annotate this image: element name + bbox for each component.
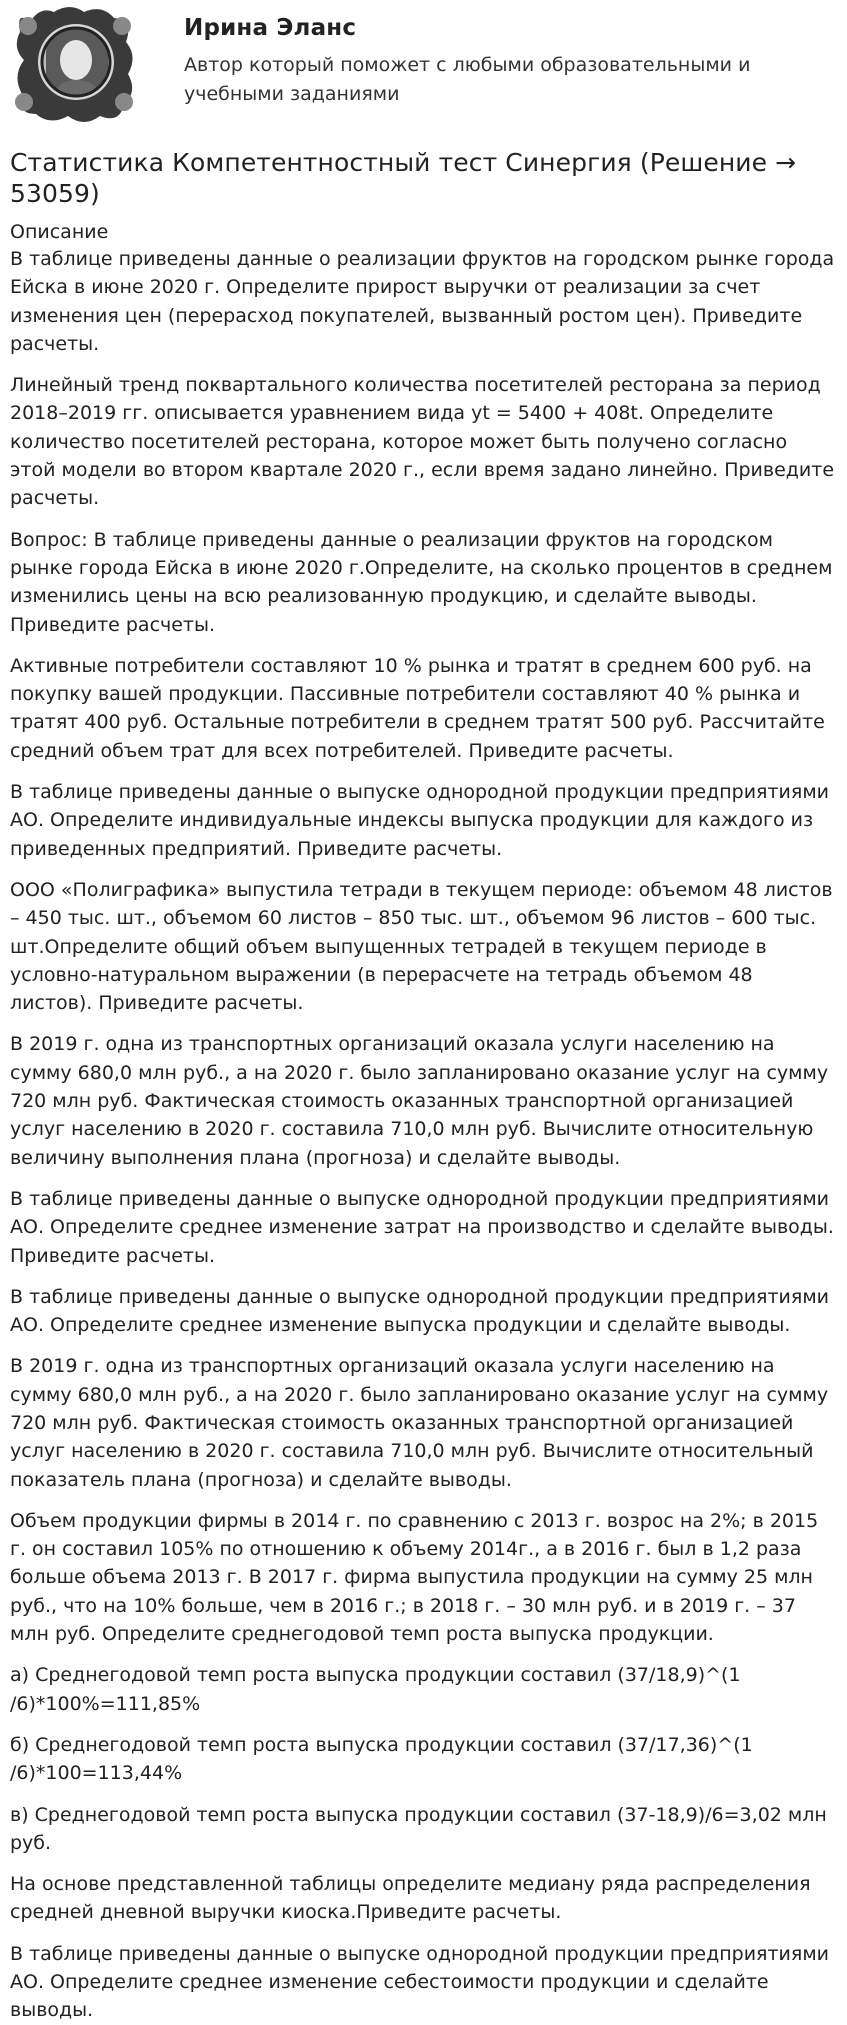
description-label: Описание [10,221,109,243]
author-description: Автор который поможет с любыми образовательными и учебными заданиями [184,54,751,105]
paragraph: В 2019 г. одна из транспортных организаций оказала услуги населению на сумму 680,0 млн руб., а на 2020 г. было запланировано оказание услуг на сумму 720 млн руб. Фактическая стоимость оказанных транспортной организацией услуг населению в 2020 г. составила 710,0 млн руб. Вычислите относительный показатель плана (прогноза) и сделайте выводы. [10,1355,829,1491]
paragraph: На основе представленной таблицы определите медиану ряда распределения средней дневной выручки киоска.Приведите расчеты. [10,1873,811,1924]
author-card [10,0,837,130]
description-body [10,245,837,2025]
answer-option-a: а) Среднегодовой темп роста выпуска продукции составил (37/18,9)^(1 /6)*100%=111,85% [10,1664,741,1715]
answer-option-b: б) Среднегодовой темп роста выпуска продукции составил (37/17,36)^(1 /6)*100=113,44% [10,1733,753,1785]
paragraph: Линейный тренд поквартального количества посетителей ресторана за период 2018–2019 гг. описывается уравнением вида yt = 5400 + 408t. Определите количество посетителей ресторана, которое может быть получено согласно этой модели во втором квартале 2020 г., если время задано линейно. Приведите расчеты. [10,374,835,510]
paragraph: Активные потребители составляют 10 % рынка и тратят в среднем 600 руб. на покупку вашей продукции. Пассивные потребители составляют 40 % рынка и тратят 400 руб. Остальные потребители в среднем тратят 500 руб. Рассчитайте средний объем трат для всех потребителей. Приведите расчеты. [10,654,825,762]
paragraph: ООО «Полиграфика» выпустила тетради в текущем периоде: объемом 48 листов – 450 тыс. шт., объемом 60 листов – 850 тыс. шт., объемом 96 листов – 600 тыс. шт.Определите общий объем выпущенных тетрадей в текущем периоде в условно-натуральном выражении (в перерасчете на тетрадь объемом 48 листов). Приведите расчеты. [10,878,833,1015]
paragraph: Вопрос: В таблице приведены данные о реализации фруктов на городском рынке города Ейска в июне 2020 г.Определите, на сколько процентов в среднем изменились цены на всю реализованную продукцию, и сделайте выводы. Приведите расчеты. [10,528,833,636]
answer-option-c: в) Среднегодовой темп роста выпуска продукции составил (37-18,9)/6=3,02 млн руб. [10,1803,827,1854]
author-info [184,2,804,109]
paragraph: В таблице приведены данные о выпуске однородной продукции предприятиями АО. Определите среднее изменение выпуска продукции и сделайте выводы. [10,1285,829,1337]
page-title: Статистика Компетентностный тест Синергия (Решение → 53059) [10,148,797,208]
paragraph: Объем продукции фирмы в 2014 г. по сравнению с 2013 г. возрос на 2%; в 2015 г. он составил 105% по отношению к объему 2014г., а в 2016 г. был в 1,2 раза больше объема 2013 г. В 2017 г. фирма выпустила продукции на сумму 25 млн руб., что на 10% больше, чем в 2016 г.; в 2018 г. – 30 млн руб. и в 2019 г. – 37 млн руб. Определите среднегодовой темп роста выпуска продукции. [10,1509,819,1646]
paragraph: В таблице приведены данные о реализации фруктов на городском рынке города Ейска в июне 2020 г. Определите прирост выручки от реализации за счет изменения цен (перерасход покупателей, вызванный ростом цен). Приведите расчеты. [10,248,835,355]
author-name[interactable]: Ирина Эланс [184,15,357,41]
author-avatar[interactable] [10,2,140,128]
paragraph: В таблице приведены данные о выпуске однородной продукции предприятиями АО. Определите среднее изменение затрат на производство и сделайте выводы. Приведите расчеты. [10,1187,834,1267]
paragraph: В 2019 г. одна из транспортных организаций оказала услуги населению на сумму 680,0 млн руб., а на 2020 г. было запланировано оказание услуг на сумму 720 млн руб. Фактическая стоимость оказанных транспортной организацией услуг населению в 2020 г. составила 710,0 млн руб. Вычислите относительную величину выполнения плана (прогноза) и сделайте выводы. [10,1033,829,1169]
paragraph: В таблице приведены данные о выпуске однородной продукции предприятиями АО. Определите среднее изменение себестоимости продукции и сделайте выводы. [10,1942,829,2022]
paragraph: В таблице приведены данные о выпуске однородной продукции предприятиями АО. Определите индивидуальные индексы выпуска продукции для каждого из приведенных предприятий. Приведите расчеты. [10,781,829,860]
